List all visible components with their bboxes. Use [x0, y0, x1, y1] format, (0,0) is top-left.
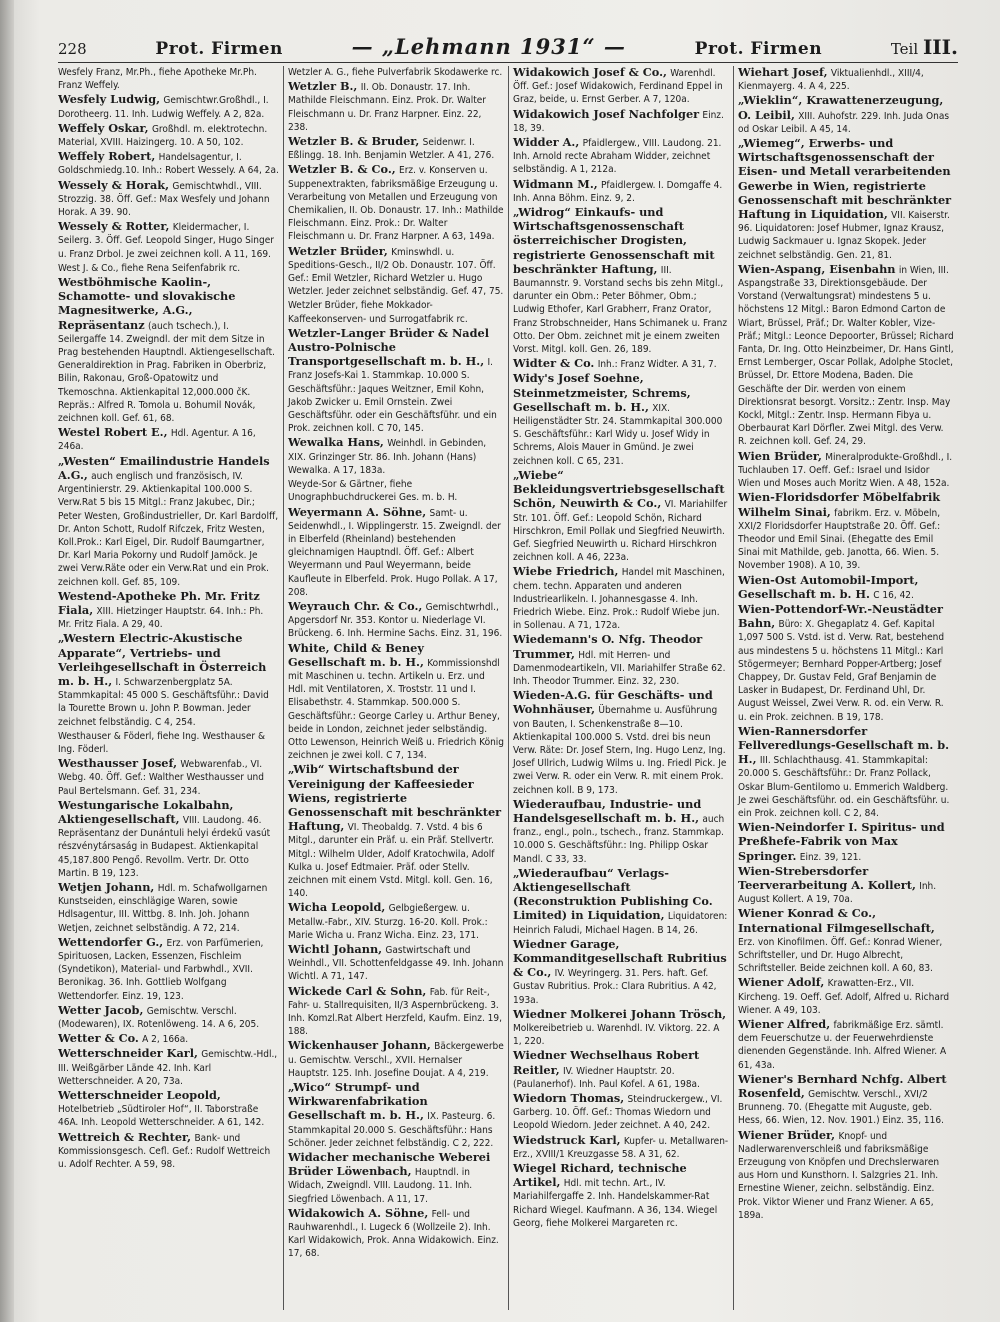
- firm-details: Handel mit Maschinen, chem. techn. Apparaten und anderen Industriearlikeln. I. Johannesgasse 4. Inh. Friedrich Wiebe. Einz. Prok.: Rudolf Wiebe jun. in Sollenau. A 71, 172a.: [513, 567, 725, 632]
- firm-name: Wien-Ost Automobil-Import, Gesellschaft m. b. H.: [738, 572, 919, 601]
- firm-name: Wetzler B. & Co.,: [288, 162, 396, 177]
- firm-details: Erz. von Kinofilmen. Öff. Gef.: Konrad Wiener, Schriftsteller, und Dr. Hugo Albrecht, Schriftsteller. Beide zeichnen koll. A 60, 83.: [738, 936, 943, 975]
- column-1: [58, 66, 283, 1310]
- directory-entry: [58, 1131, 279, 1172]
- directory-entry: [513, 136, 729, 177]
- firm-details: Büro: X. Ghegaplatz 4. Gef. Kapital 1,097 500 S. Vstd. ist d. Verw. Rat, bestehend aus mindestens 5 u. höchstens 11 Mitgl.: Karl Stögermeyer; Bernhard Popper-Artberg; Josef Chappey, Dr. Gustav Feld, Graf Benjamin de Lasker in Budapest, Dr. Ferdinand Uhl, Dr. August Weissel, Zwei Verw. R. od. ein Verw. R. u. ein Prok. zeichnen. B 19, 178.: [738, 619, 945, 723]
- directory-entry: [288, 66, 504, 79]
- firm-details: Gemischtwr.Großhdl., I. Dorotheerg. 11. Inh. Ludwig Weffely. A 2, 82a.: [58, 95, 269, 120]
- firm-name: Weffely Robert,: [58, 149, 156, 164]
- firm-name: „Wiederaufbau“ Verlags-Aktiengesellschaft (Reconstruktion Publishing Co. Limited) in Liquidation,: [513, 865, 713, 923]
- firm-name: Wetzler-Langer Brüder & Nadel Austro-Polnische Transportgesellschaft m. b. H.,: [288, 325, 489, 369]
- directory-entry: [58, 799, 279, 880]
- firm-details: auch franz., engl., poln., tschech., franz. Stammkap. 10.000 S. Geschäftsführ.: Ing. Philipp Oskar Mandl. C 33, 33.: [513, 813, 725, 865]
- firm-details: Einz. 39, 121.: [799, 851, 862, 863]
- firm-details: Wetzler A. G., fiehe Pulverfabrik Skodawerke rc.: [288, 67, 503, 78]
- firm-name: Wiegel Richard, technische Artikel,: [513, 1161, 687, 1190]
- firm-name: Wiedner Garage, Kommanditgesellschaft Rubritius & Co.,: [513, 936, 727, 980]
- firm-name: Widter & Co.: [513, 356, 595, 371]
- firm-name: Wieden-A.G. für Geschäfts- und Wohnhäuser,: [513, 688, 713, 717]
- firm-name: Westhausser Josef,: [58, 756, 178, 771]
- firm-name: Widmann M.,: [513, 176, 598, 191]
- firm-name: Wiener Adolf,: [738, 975, 825, 990]
- firm-details: Erz. von Parfümerien, Spirituosen, Lacken, Essenzen, Fischleim (Syndetikon), Material- und Farbwhdl., XVII. Beronikag. 36. Inh. Gottlieb Wolfgang Wettendorfer. Einz. 19, 123.: [58, 937, 264, 1002]
- firm-name: Widacher mechanische Weberei Brüder Löwenbach,: [288, 1150, 491, 1179]
- firm-details: Gemischtwhdl., VIII. Strozzig. 38. Öff. Gef.: Max Wesfely und Johann Horak. A 39. 90.: [58, 180, 270, 219]
- firm-details: Pfaidlergew., VIII. Laudong. 21. Inh. Arnold recte Abraham Widder, zeichnet selbständig. A 1, 212a.: [513, 138, 722, 176]
- directory-entry: [513, 178, 729, 205]
- directory-entry: [738, 1073, 954, 1128]
- directory-entry: [58, 262, 279, 275]
- firm-name: Wetter Jacob,: [58, 1002, 144, 1017]
- directory-entry: [738, 865, 954, 907]
- page-title: — „Lehmann 1931“ —: [351, 34, 626, 59]
- firm-details: Hdl. m. Schafwollgarnen Kunstseiden, einschlägige Waren, sowie Hdlsagentur, III. Wittbg. 8. Inh. Joh. Johann Wetjen, zeichnet selbständig. A 72, 214.: [58, 882, 268, 934]
- firm-name: Wichtl Johann,: [288, 942, 383, 956]
- directory-entry: [58, 179, 279, 220]
- firm-details: Kminswhdl. u. Speditions-Gesch., II/2 Ob. Donaustr. 107. Öff. Gef.: Emil Wetzler, Richard Wetzler u. Hugo Wetzler. Jeder zeichnet selbständig. Gef. 47, 75.: [288, 246, 504, 298]
- firm-details: Inh. August Kollert. A 19, 70a.: [738, 880, 937, 906]
- firm-details: fabrikm. Erz. v. Möbeln, XXI/2 Floridsdorfer Hauptstraße 20. Öff. Gef.: Theodor und Emil Sinai. (Ehegatte des Emil Sinai mit Mathilde, geb. Janotta, 66. Wien. 5. November 1908). A 10, 39.: [738, 507, 941, 572]
- firm-details: Weinhdl. in Gebinden, XIX. Grinzinger Str. 86. Inh. Johann (Hans) Wewalka. A 17, 183a.: [288, 438, 487, 476]
- firm-details: Wetzler Brüder, fiehe Mokkador-Kaffeekonserven- und Surrogatfabrik rc.: [288, 300, 468, 325]
- firm-name: Wien-Strebersdorfer Teerverarbeitung A. Kollert,: [738, 863, 916, 892]
- firm-details: IV. Wiedner Hauptstr. 20. (Paulanerhof). Inh. Paul Kofel. A 61, 198a.: [513, 1065, 700, 1090]
- firm-details: Gastwirtschaft und Weinhdl., VII. Schottenfeldgasse 49. Inh. Johann Wichtl. A 71, 147.: [288, 945, 504, 983]
- directory-entry: [738, 94, 954, 136]
- column-2: [283, 66, 508, 1310]
- firm-name: Wewalka Hans,: [288, 435, 384, 450]
- directory-entry: [738, 137, 954, 262]
- directory-entry: [288, 163, 504, 243]
- firm-details: Wesfely Franz, Mr.Ph., fiehe Apotheke Mr.Ph. Franz Weffely.: [58, 67, 257, 92]
- firm-details: Fell- und Rauhwarenhdl., I. Lugeck 6 (Wollzeile 2). Inh. Karl Widakowich, Prok. Anna Widakowich. Einz. 17, 68.: [288, 1208, 499, 1260]
- firm-details: Gemischtwrhdl., Apgersdorf Nr. 353. Kontor u. Niederlage VI. Brückeng. 6. Inh. Hermine Sachs. Einz. 31, 196.: [288, 601, 503, 640]
- firm-details: Kommissionshdl mit Maschinen u. techn. Artikeln u. Erz. und Hdl. mit Ventilatoren, X. Troststr. 11 und I. Elisabethstr. 4. Stammkap. 500.000 S. Geschäftsführ.: George Carley u. Arthur Beney, beide in London, zeichnet jeder selbständig. Otto Lewenson, Heinrich Weiß u. Friedrich König zeichnen je zwei koll. C 7, 134.: [288, 657, 504, 762]
- directory-entry: [288, 1207, 504, 1261]
- firm-name: Westel Robert E.,: [58, 425, 168, 440]
- directory-entry: [58, 93, 279, 120]
- directory-entry: [58, 881, 279, 935]
- firm-details: Bank- und Kommissionsgesch. Cefl. Gef.: Rudolf Wettreich u. Adolf Rechter. A 59, 98.: [58, 1132, 271, 1171]
- part-indicator: [891, 35, 958, 59]
- directory-entry: [58, 276, 279, 425]
- directory-entry: [738, 603, 954, 724]
- directory-entry: [513, 938, 729, 1007]
- firm-name: Wiedner Molkerei Johann Trösch,: [513, 1006, 727, 1021]
- firm-name: Wessely & Rotter,: [58, 219, 170, 234]
- firm-details: Molkereibetrieb u. Warenhdl. IV. Viktorg. 22. A 1, 220.: [513, 1023, 720, 1048]
- directory-entry: [738, 725, 954, 820]
- firm-name: Wiener Konrad & Co., International Filmgesellschaft,: [738, 906, 935, 935]
- firm-details: VI. Mariahilfer Str. 101. Öff. Gef.: Leopold Schön, Richard Hirschkron, Emil Pollak und Siegfried Neuwirth. Gef. Siegfried Neuwirth u. Richard Hirschkron zeichnen koll. A 46, 223a.: [513, 499, 728, 564]
- directory-entry: [288, 327, 504, 436]
- firm-name: Wetzler B. & Bruder,: [288, 134, 420, 149]
- firm-details: VII. Kaiserstr. 96. Liquidatoren: Josef Hubmer, Ignaz Krausz, Ludwig Sackmauer u. Ignaz Skopek. Jeder zeichnet selbständig. Gen. 21, 81.: [738, 210, 950, 261]
- firm-name: Wetterschneider Leopold,: [58, 1088, 221, 1103]
- firm-name: Wien-Rannersdorfer Fellveredlungs-Gesellschaft m. b. H.,: [738, 723, 950, 767]
- firm-details: III. Baumannstr. 9. Vorstand sechs bis zehn Mitgl., darunter ein Obm.: Peter Böhmer, Obm.; Ludwig Ethofer, Karl Grabherr, Franz Orator, Franz Strobschneider, Hans Schimanek u. Franz Otto. Der Obm. zeichnet mit je einem zweiten Vorst. Mitgl. koll. Gen. 26, 189.: [513, 264, 728, 356]
- directory-entry: [288, 80, 504, 134]
- firm-name: Wessely & Horak,: [58, 177, 170, 192]
- firm-name: Widakowich Josef & Co.,: [513, 66, 667, 79]
- firm-name: „Wico“ Strumpf- und Wirkwarenfabrikation Gesellschaft m. b. H.,: [288, 1080, 428, 1123]
- firm-name: Wettreich & Rechter,: [58, 1129, 192, 1144]
- firm-details: C 16, 42.: [873, 589, 914, 601]
- firm-name: Wien-Pottendorf-Wr.-Neustädter Bahn,: [738, 601, 943, 631]
- firm-details: Kleidermacher, I. Seilerg. 3. Öff. Gef. Leopold Singer, Hugo Singer u. Franz Drbol. Je zwei zeichnen koll. A 11, 169.: [58, 222, 274, 260]
- directory-entry: [288, 1081, 504, 1150]
- directory-entry: [513, 1134, 729, 1161]
- firm-name: Wiedemann's O. Nfg. Theodor Trummer,: [513, 632, 703, 661]
- firm-name: Wetzler B.,: [288, 79, 358, 94]
- firm-details: A 2, 166a.: [142, 1034, 189, 1046]
- firm-details: Erz. v. Konserven u. Suppenextrakten, fabriksmäßige Erzeugung u. Verarbeitung von Metallen und Erzeugung von Chemikalien, II. Ob. Donaustr. 17. Inh.: Mathilde Fleischmann. Einz. Prok.: Dr. Walter Fleischmann u. Dr. Franz Harpner. A 63, 149a.: [288, 165, 504, 243]
- directory-entry: [58, 1032, 279, 1046]
- page-header: [58, 34, 958, 60]
- directory-entry: [58, 122, 279, 149]
- directory-entry: [513, 108, 729, 135]
- directory-entry: [58, 1089, 279, 1130]
- firm-name: Westböhmische Kaolin-, Schamotte- und slovakische Magnesitwerke, A.G., Repräsentanz: [58, 275, 236, 332]
- firm-name: Wesfely Ludwig,: [58, 92, 161, 107]
- directory-entry: [58, 220, 279, 261]
- firm-details: Gemischtw.-Hdl., III. Weißgärber Lände 42. Inh. Karl Wetterschneider. A 20, 73a.: [58, 1049, 278, 1087]
- firm-details: in Wien, III. Aspangstraße 33, Direktionsgebäude. Der Vorstand (Verwaltungsrat) mindestens 5 u. höchstens 12 Mitgl.: Baron Edmond Carton de Wiart, Brüssel, Präf.; Dr. Walter Kobler, Vize-Präf.; Mitgl.: Leonce Depoorter, Brüssel; Richard Fanta, Dr. Ing. Otto Heinzbeimer, Dr. Hans Gintl, Ernst Lemberger, Oscar Pollak, Adolphe Stoclet, Brüssel, Dr. Ettore Modena, Baden. Die Geschäfte der Dir. werden von einem Direktionsrat besorgt. Vorsitz.: Zentr. Insp. May Kockl, Mitgl.: Zentr. Insp. Hermann Fibya u. Oberbaurat Karl Dörfler. Zwei Mitgl. des Verw. R. zeichnen koll. Gef. 24, 29.: [738, 264, 954, 448]
- firm-name: Wien-Aspang, Eisenbahn: [738, 261, 896, 276]
- column-3: [508, 66, 733, 1310]
- firm-name: Widakowich A. Söhne,: [288, 1205, 429, 1220]
- firm-details: Inh.: Franz Widter. A 31, 7.: [597, 359, 717, 371]
- header-rule: [58, 62, 958, 63]
- directory-entry: [58, 1047, 279, 1088]
- directory-entry: [288, 901, 504, 942]
- directory-entry: [738, 1018, 954, 1072]
- firm-details: XIX. Heiligenstädter Str. 24. Stammkapital 300.000 S. Geschäftsführ.: Karl Widy u. Josef Widy in Schrems, Alois Mauer in Gmünd. Je zwei zeichnen koll. C 65, 231.: [513, 402, 723, 467]
- firm-details: Liquidatoren: Heinrich Faludi, Michael Hagen. B 14, 26.: [513, 911, 728, 936]
- firm-name: Wiener Brüder,: [738, 1127, 836, 1142]
- directory-entry: [288, 478, 504, 504]
- directory-entry: [58, 632, 279, 728]
- directory-entry: [738, 450, 954, 491]
- firm-name: Wetterschneider Karl,: [58, 1046, 198, 1061]
- firm-name: Wicha Leopold,: [288, 900, 386, 915]
- directory-entry: [58, 150, 279, 177]
- firm-details: VIII. Laudong. 46. Repräsentanz der Dunántuli helyi érdekű vasút részvénytársaság in Budapest. Aktienkapital 45,187.800 Pengő. Revollm. Vertr. Dr. Otto Martin. B 19, 123.: [58, 814, 271, 879]
- directory-entry: [513, 206, 729, 356]
- directory-entry: [288, 763, 504, 900]
- firm-name: Wickede Carl & Sohn,: [288, 983, 427, 998]
- firm-details: Gemischtw. Verschl. (Modewaren), IX. Rotenlöweng. 14. A 6, 205.: [58, 1005, 260, 1031]
- firm-details: Hdl. mit Herren- und Damenmodeartikeln, VII. Mariahilfer Straße 62. Inh. Theodor Trummer. Einz. 32, 230.: [513, 649, 726, 687]
- directory-entry: [738, 907, 954, 975]
- firm-details: (auch tschech.), I. Seilergaffe 14. Zweigndl. der mit dem Sitze in Prag bestehenden Hauptndl. Aktiengesellschaft. Generaldirektion in Prag. Fabriken in Oberbriz, Bilin, Rakonau, Groß-Opatowitz und Tkemoschna. Aktienkapital 12,000.000 čK. Repräs.: Alfred R. Tomola u. Bohumil Novák, zeichnen koll. Gef. 61, 68.: [58, 320, 275, 425]
- firm-name: Wiebe Friedrich,: [513, 564, 619, 579]
- firm-name: Wiedstruck Karl,: [513, 1132, 621, 1147]
- firm-details: Bäckergewerbe u. Gemischtw. Verschl., XVII. Hernalser Hauptstr. 125. Inh. Josefine Doujat. A 4, 219.: [288, 1041, 504, 1079]
- firm-name: Wiener Alfred,: [738, 1017, 831, 1032]
- page-number: 228: [58, 40, 87, 58]
- directory-entry: [288, 135, 504, 162]
- firm-details: Übernahme u. Ausführung von Bauten, I. Schenkenstraße 8—10. Aktienkapital 100.000 S. Vstd. drei bis neun Verw. Räte: Dr. Josef Stern, Ing. Hugo Lenz, Ing. Josef Ullrich, Ludwig Wilms u. Ing. Friedl Pick. Je zwei Verw. R. oder ein Verw. R. mit einem Prok. zeichnen koll. B 9, 173.: [513, 705, 727, 796]
- directory-entry: [513, 867, 729, 937]
- firm-name: Weyrauch Chr. & Co.,: [288, 598, 423, 613]
- firm-details: Gemischtw. Verschl., XVI/2 Brunneng. 70. (Ehegatte mit Auguste, geb. Hess, 66. Wien, 12. Nov. 1901.) Einz. 35, 116.: [738, 1089, 944, 1127]
- directory-entry: [513, 565, 729, 632]
- firm-details: Krawatten-Erz., VII. Kircheng. 19. Oeff. Gef. Adolf, Alfred u. Richard Wiener. A 49, 103.: [738, 978, 950, 1016]
- directory-entry: [288, 943, 504, 984]
- directory-entry: [513, 1162, 729, 1230]
- firm-details: Großhdl. m. elektrotechn. Material, XVIII. Haizingerg. 10. A 50, 102.: [58, 123, 268, 149]
- directory-entry: [58, 757, 279, 798]
- directory-entry: [288, 245, 504, 299]
- firm-name: Widder A.,: [513, 135, 580, 150]
- directory-entry: [513, 1049, 729, 1091]
- firm-name: Wetjen Johann,: [58, 879, 155, 894]
- firm-details: XIII. Hietzinger Hauptstr. 64. Inh.: Ph. Mr. Fritz Fiala. A 29, 40.: [58, 605, 264, 631]
- firm-details: I. Schwarzenbergplatz 5A. Stammkapital: 45 000 S. Geschäftsführ.: David la Tourette Brown u. John P. Bowman. Jeder zeichnet felbständig. C 4, 254.: [58, 676, 269, 728]
- firm-name: Weffely Oskar,: [58, 120, 149, 135]
- directory-entry: [58, 590, 279, 632]
- directory-entry: [513, 633, 729, 688]
- section-label-left: Prot. Firmen: [155, 39, 283, 59]
- firm-details: Hotelbetrieb „Südtiroler Hof“, II. Taborstraße 46A. Inh. Leopold Wetterschneider. A 61, 142.: [58, 1104, 265, 1129]
- firm-details: IV. Weyringerg. 31. Pers. haft. Gef. Gustav Rubritius. Prok.: Clara Rubritius. A 42, 193a.: [513, 968, 717, 1006]
- firm-details: Gelbgießergew. u. Metallw.-Fabr., XIV. Sturzg. 16-20. Koll. Prok.: Marie Wicha u. Franz Wicha. Einz. 23, 171.: [288, 903, 488, 941]
- firm-details: Westhauser & Föderl, fiehe Ing. Westhauser & Ing. Föderl.: [58, 730, 265, 755]
- part-label: Teil: [890, 40, 919, 58]
- firm-name: Widakowich Josef Nachfolger: [513, 106, 700, 121]
- directory-entry: [288, 985, 504, 1039]
- firm-details: Samt- u. Seidenwhdl., I. Wipplingerstr. 15. Zweigndl. der in Elberfeld (Rheinland) bestehenden gleichnamigen Hauptndl. Öff. Gef.: Albert Weyermann und Paul Weyermann, beide Kaufleute in Elberfeld. Prok. Hugo Pollak. A 17, 208.: [288, 507, 501, 598]
- firm-details: fabrikmäßige Erz. sämtl. dem Feuerschutze u. der Feuerwehrdienste dienenden Gegenstände. Inh. Alfred Wiener. A 61, 43a.: [738, 1020, 947, 1071]
- firm-name: Weyermann A. Söhne,: [288, 504, 427, 519]
- firm-name: „Wib“ Wirtschaftsbund der Vereinigung der Kaffeesieder Wiens, registrierte Genossenschaft mit beschränkter Haftung,: [288, 762, 502, 834]
- firm-name: Westungarische Lokalbahn, Aktiengesellschaft,: [58, 797, 234, 826]
- firm-details: Weyde-Sor & Gärtner, fiehe Unographbuchdruckerei Ges. m. b. H.: [288, 479, 458, 504]
- directory-entry: [288, 600, 504, 641]
- part-number: III.: [922, 35, 958, 59]
- firm-name: White, Child & Beney Gesellschaft m. b. H.,: [288, 640, 424, 669]
- firm-name: Wien Brüder,: [738, 448, 822, 463]
- directory-entry: [738, 66, 954, 93]
- firm-details: II. Ob. Donaustr. 17. Inh. Mathilde Fleischmann. Einz. Prok. Dr. Walter Fleischmann u. Dr. Franz Harpner. Einz. 22, 238.: [288, 82, 486, 133]
- directory-entry: [288, 506, 504, 599]
- firm-name: „Wiebe“ Bekleidungsvertriebsgesellschaft Schön, Neuwirth & Co.,: [513, 467, 725, 511]
- firm-details: Fab. für Reit-, Fahr- u. Stallrequisiten, II/3 Aspernbrückeng. 3. Inh. Komzl.Rat Albert Herzfeld, Kaufm. Einz. 19, 188.: [288, 986, 502, 1038]
- firm-details: VI. Theobaldg. 7. Vstd. 4 bis 6 Mitgl., darunter ein Präf. u. ein Präf. Stellvertr. Mitgl.: Wilhelm Ulder, Adolf Kratochwila, Adolf Kulka u. Josef Edtmaier. Präf. oder Stellv. zeichnen mit einem Vstd. Mitgl. koll. Gen. 16, 140.: [288, 822, 495, 900]
- directory-entry: [738, 1129, 954, 1222]
- firm-details: Hauptndl. in Widach, Zweigndl. VIII. Laudong. 11. Inh. Siegfried Löwenbach. A 11, 17.: [288, 1167, 473, 1205]
- firm-name: „Widrog“ Einkaufs- und Wirtschaftsgenossenschaft österreichischer Drogisten, registrierte Genossenschaft mit beschränkter Haftung,: [513, 205, 715, 276]
- directory-entry: [58, 730, 279, 756]
- directory-entry: [58, 1004, 279, 1031]
- directory-entry: [58, 66, 279, 92]
- directory-entry: [738, 821, 954, 864]
- firm-name: Wiedner Wechselhaus Robert Reitler,: [513, 1048, 700, 1077]
- directory-entry: [288, 299, 504, 325]
- directory-entry: [513, 1092, 729, 1133]
- firm-details: Hdl. mit techn. Art., IV. Mariahilfergaffe 2. Inh. Handelskammer-Rat Richard Wiegel. Kaufmann. A 36, 134. Wiegel Georg, fiehe Molkerei Margareten rc.: [513, 1178, 718, 1229]
- firm-details: Mineralprodukte-Großhdl., I. Tuchlauben 17. Oeff. Gef.: Israel und Isidor Wien und Moses auch Moritz Wien. A 48, 152a.: [738, 451, 953, 490]
- firm-name: Westend-Apotheke Ph. Mr. Fritz Fiala,: [58, 588, 260, 617]
- firm-details: Hdl. Agentur. A 16, 246a.: [58, 428, 256, 453]
- firm-name: Wiehart Josef,: [738, 66, 828, 79]
- directory-entry: [738, 574, 954, 602]
- firm-name: Wien-Neindorfer I. Spiritus- und Preßhefe-Fabrik von Max Springer.: [738, 820, 945, 863]
- firm-details: Seidenwr. I. Eßlingg. 18. Inh. Benjamin Wetzler. A 41, 276.: [288, 137, 495, 162]
- directory-entry: [738, 263, 954, 449]
- firm-details: Warenhdl. Öff. Gef.: Josef Widakowich, Ferdinand Eppel in Graz, beide, u. Ernst Gerber. A 7, 120a.: [513, 68, 723, 106]
- firm-name: „Western Electric-Akustische Apparate“, Vertriebs- und Verleihgesellschaft in Österreich m. b. H.,: [58, 631, 267, 688]
- firm-details: Knopf- und Nadlerwarenverschleiß und fabriksmäßige Erzeugung von Knöpfen und Drechslerwaren aus Horn und Kunsthorn. I. Salzgries 21. Inh. Ernestine Wiener, zeichn. selbständig. Einz. Prok. Viktor Wiener und Franz Wiener. A 65, 189a.: [738, 1130, 940, 1221]
- firm-name: Wetter & Co.: [58, 1031, 139, 1046]
- firm-details: Einz. 18, 39.: [513, 109, 724, 134]
- section-label-right: Prot. Firmen: [694, 39, 823, 59]
- firm-details: Pfaidlergew. I. Domgaffe 4. Inh. Anna Böhm. Einz. 9, 2.: [513, 179, 723, 204]
- directory-entry: [288, 436, 504, 477]
- firm-details: IX. Pasteurg. 6. Stammkapital 20.000 S. Geschäftsführ.: Hans Schöner. Jeder zeichnet felbständig. C 2, 222.: [288, 1111, 496, 1149]
- firm-details: Viktualienhdl., XIII/4, Kienmayerg. 4. A 4, 225.: [738, 68, 924, 93]
- directory-entry: [513, 1008, 729, 1049]
- directory-entry: [288, 642, 504, 763]
- firm-name: Wettendorfer G.,: [58, 934, 164, 949]
- firm-details: III. Schlachthausg. 41. Stammkapital: 20.000 S. Geschäftsführ.: Dr. Franz Pollack, Oskar Blum-Gentilomo u. Emmerich Waldberg. Je zwei Geschäftsführ. od. ein Geschäftsführ. u. ein Prok. zeichnen koll. C 2, 84.: [738, 755, 950, 819]
- directory-entry: [513, 469, 729, 564]
- directory-entry: [513, 357, 729, 371]
- directory-entry: [738, 491, 954, 572]
- firm-name: „Westen“ Emailindustrie Handels A.G.,: [58, 453, 270, 482]
- firm-details: I. Franz Josefs-Kai 1. Stammkap. 10.000 S. Geschäftsführ.: Jaques Weitzner, Emil Kohn, Jakob Zwicker u. Emil Ornstein. Zwei Geschäftsführ. oder ein Geschäftsführ. und ein Prok. zeichnen koll. C 70, 145.: [288, 357, 497, 435]
- firm-details: Steindruckergew., VI. Garberg. 10. Öff. Gef.: Thomas Wiedorn und Leopold Wiedorn. Jeder zeichnet. A 40, 242.: [513, 1094, 723, 1132]
- firm-name: Wien-Floridsdorfer Möbelfabrik Wilhelm Sinai,: [738, 490, 941, 519]
- firm-name: Wetzler Brüder,: [288, 243, 388, 258]
- firm-details: Kupfer- u. Metallwaren-Erz., XVIII/1 Kreuzgasse 58. A 31, 62.: [513, 1135, 729, 1160]
- firm-details: Handelsagentur, I. Goldschmiedg.10. Inh.: Robert Wessely. A 64, 2a.: [58, 152, 279, 177]
- directory-entry: [288, 1039, 504, 1080]
- directory-entry: [738, 976, 954, 1017]
- directory-entry: [58, 936, 279, 1003]
- firm-name: Wiederaufbau, Industrie- und Handelsgesellschaft m. b. H.,: [513, 796, 702, 825]
- firm-name: Wiener's Bernhard Nchfg. Albert Rosenfeld,: [738, 1071, 947, 1101]
- firm-name: Wiedorn Thomas,: [513, 1091, 625, 1106]
- directory-entry: [513, 66, 729, 107]
- firm-details: auch englisch und französisch, IV. Argentinierstr. 29. Aktienkapital 100.000 S. Verw.Rat 5 bis 15 Mitgl.: Franz Jakubec, Dir.; Peter Westen, Großindustrieller, Dr. Karl Bardolff, Dr. Anton Schott, Rudolf Rifczek, Fritz Westen, Koll.Prok.: Karl Eigel, Dir. Rudolf Baumgartner, Dr. Karl Maria Pokorny und Rudolf Jamöck. Je zwei Verw.Räte oder ein Verw.Rat und ein Prok. zeichnen koll. Gef. 85, 109.: [58, 470, 279, 588]
- directory-entry: [58, 426, 279, 453]
- directory-entry: [513, 372, 729, 467]
- firm-details: XIII. Auhofstr. 229. Inh. Juda Onas od Oskar Leibil. A 45, 14.: [738, 110, 950, 135]
- directory-entry: [513, 798, 729, 866]
- directory-entry: [58, 455, 279, 589]
- firm-name: „Wieklin“, Krawattenerzeugung, O. Leibil,: [738, 93, 944, 122]
- directory-entry: [288, 1151, 504, 1206]
- firm-name: „Wiemeg“, Erwerbs- und Wirtschaftsgenossenschaft der Eisen- und Metall verarbeitenden Gewerbe in Wien, registrierte Genossenschaft mit beschränkter Haftung in Liquidation,: [738, 136, 952, 222]
- firm-name: Widy's Josef Soehne, Steinmetzmeister, Schrems, Gesellschaft m. b. H.,: [513, 371, 691, 414]
- binding-shadow: [0, 0, 14, 1322]
- column-4: [733, 66, 958, 1310]
- directory-columns: [58, 66, 958, 1310]
- firm-details: West J. & Co., fiehe Rena Seifenfabrik rc.: [58, 262, 241, 274]
- directory-entry: [513, 689, 729, 797]
- firm-details: Webwarenfab., VI. Webg. 40. Öff. Gef.: Walther Westhausser und Paul Bertelsmann. Gef. 31, 234.: [58, 759, 264, 797]
- firm-name: Wickenhauser Johann,: [288, 1038, 431, 1053]
